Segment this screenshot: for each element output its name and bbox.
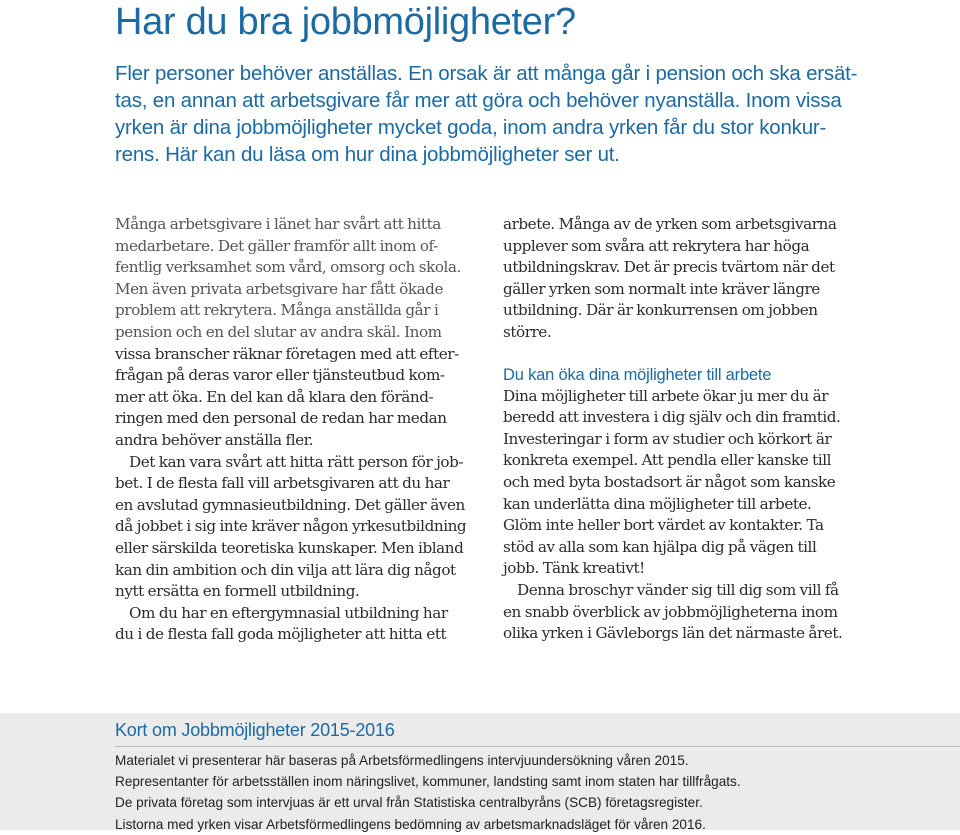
text-line: konkreta exempel. Att pendla eller kanske till	[503, 451, 832, 470]
fact-box-title: Kort om Jobbmöjligheter 2015-2016	[115, 720, 395, 740]
text-line: upplever som svåra att rekrytera har höga	[503, 236, 810, 255]
text-line: problem att rekrytera. Många anställda går i	[115, 301, 439, 320]
text-line: då jobbet i sig inte kräver någon yrkesutbildning	[115, 517, 467, 536]
fact-line: Listorna med yrken visar Arbetsförmedlingens bedömning av arbetsmarknadsläget för våren 2016.	[115, 816, 706, 832]
text-line: du i de flesta fall goda möjligheter att hitta ett	[115, 625, 447, 644]
fact-box-divider	[115, 746, 960, 747]
text-line: kan din ambition och din vilja att lära dig något	[115, 560, 456, 579]
text-line: en snabb överblick av jobbmöjligheterna inom	[503, 602, 838, 621]
left-column	[115, 214, 465, 646]
section-subheading: Du kan öka dina möjligheter till arbete	[503, 365, 772, 384]
text-line: frågan på deras varor eller tjänsteutbud kom-	[115, 366, 445, 385]
text-line: Men även privata arbetsgivare har fått ökade	[115, 279, 443, 298]
text-line: Många arbetsgivare i länet har svårt att hitta	[115, 215, 441, 233]
intro-line: Fler personer behöver anställas. En orsak är att många går i pension och ska ersät-	[115, 62, 858, 85]
text-line: bet. I de flesta fall vill arbetsgivaren att du har	[115, 474, 450, 493]
text-line: kan underlätta dina möjligheter till arbete.	[503, 494, 812, 513]
text-line: Glöm inte heller bort värdet av kontakter. Ta	[503, 516, 824, 535]
text-line: nytt ersätta en formell utbildning.	[115, 582, 360, 601]
text-line: Denna broschyr vänder sig till dig som vill få	[517, 580, 839, 599]
fact-box-body	[115, 750, 741, 835]
intro-line: rens. Här kan du läsa om hur dina jobbmöjligheter ser ut.	[115, 143, 620, 166]
fact-line: De privata företag som intervjuas är ett urval från Statistiska centralbyråns (SCB) företagsregister.	[115, 795, 703, 811]
text-line: olika yrken i Gävleborgs län det närmaste året.	[503, 624, 843, 643]
text-line: ringen med den personal de redan har medan	[115, 409, 447, 428]
intro-line: yrken är dina jobbmöjligheter mycket goda, inom andra yrken får du stor konkur-	[115, 116, 827, 139]
text-line: en avslutad gymnasieutbildning. Det gäller även	[115, 495, 465, 514]
page-title: Har du bra jobbmöjligheter?	[115, 1, 576, 43]
text-line: vissa branscher räknar företagen med att efter-	[115, 344, 459, 363]
text-line: gäller yrken som normalt inte kräver längre	[503, 279, 820, 298]
text-line: andra behöver anställa fler.	[115, 430, 314, 449]
text-line: Det kan vara svårt att hitta rätt person för job-	[129, 452, 464, 471]
text-line: mer att öka. En del kan då klara den föränd-	[115, 387, 434, 406]
text-line: beredd att investera i dig själv och din framtid.	[503, 408, 841, 427]
text-line: arbete. Många av de yrken som arbetsgivarna	[503, 215, 837, 233]
text-line: Om du har en eftergymnasial utbildning har	[129, 603, 448, 622]
text-line: utbildning. Där är konkurrensen om jobben	[503, 301, 818, 320]
text-line: och med byta bostadsort är något som kanske	[503, 472, 836, 491]
text-line: större.	[503, 322, 552, 341]
left-paragraph-2	[115, 452, 465, 603]
right-paragraph-3	[503, 580, 848, 645]
text-line: pension och en del slutar av andra skäl. Inom	[115, 322, 442, 341]
text-line: fentlig verksamhet som vård, omsorg och skola.	[115, 258, 461, 277]
text-line: jobb. Tänk kreativt!	[503, 559, 645, 578]
text-line: stöd av alla som kan hjälpa dig på vägen till	[503, 537, 817, 556]
right-column	[503, 214, 848, 645]
left-paragraph-3	[115, 603, 465, 646]
right-paragraph-1	[503, 214, 848, 344]
intro-paragraph	[115, 60, 858, 168]
text-line: medarbetare. Det gäller framför allt inom of-	[115, 236, 438, 255]
fact-line: Representanter för arbetsställen inom näringslivet, kommuner, landsting samt inom staten har tillfrågats.	[115, 774, 741, 790]
right-paragraph-2	[503, 386, 848, 580]
text-line: Investeringar i form av studier och körkort är	[503, 429, 832, 448]
fact-line: Materialet vi presenterar här baseras på Arbetsförmedlingens intervjuundersökning våren 2015.	[115, 753, 689, 768]
text-line: Dina möjligheter till arbete ökar ju mer du är	[503, 386, 829, 405]
text-line: utbildningskrav. Det är precis tvärtom när det	[503, 258, 835, 277]
left-paragraph-1	[115, 214, 465, 452]
text-line: eller särskilda teoretiska kunskaper. Men ibland	[115, 538, 464, 557]
intro-line: tas, en annan att arbetsgivare får mer att göra och behöver nyanställa. Inom vissa	[115, 89, 842, 112]
